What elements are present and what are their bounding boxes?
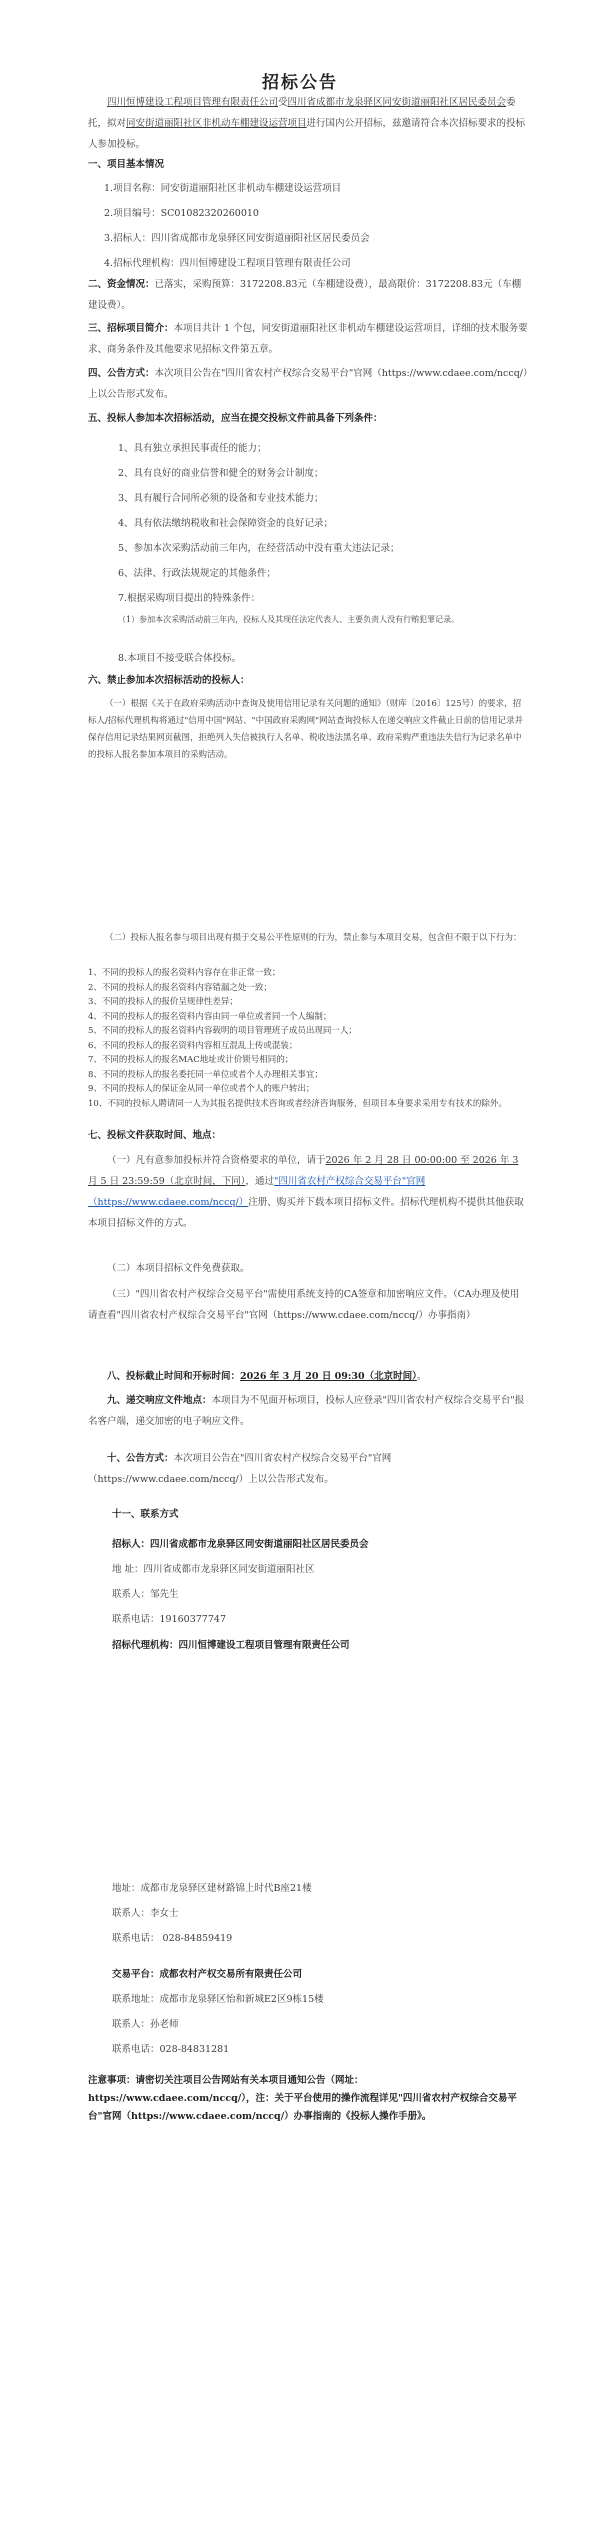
s5-heading: 五、投标人参加本次招标活动，应当在提交投标文件前具备下列条件： <box>88 413 383 424</box>
s6-item: 3、不同的投标人的报价呈规律性差异； <box>88 997 238 1007</box>
agent-label: 招标代理机构： <box>112 1640 179 1651</box>
s7-p2: （二）本项目招标文件免费获取。 <box>107 1263 250 1274</box>
s7-p3: （三）"四川省农村产权综合交易平台"需使用系统支持的CA签章和加密响应文件。（CA办理及使用请查看"四川省农村产权综合交易平台"官网（https://www.cdaee.com/nccq/）办事指南） <box>88 1289 520 1321</box>
intro-text: 进行国内公开招标，兹邀请符合本次招标要求的投标人参加投标。 <box>88 118 526 150</box>
s2-label: 二、资金情况： <box>88 279 155 290</box>
intro-paragraph <box>88 92 528 155</box>
s5-item: 3、具有履行合同所必须的设备和专业技术能力； <box>118 493 324 504</box>
s5-item: 5、参加本次采购活动前三年内，在经营活动中没有重大违法记录； <box>118 543 400 554</box>
s6-item: 10、不同的投标人聘请同一人为其报名提供技术咨询或者经济咨询服务，但项目本身要求采用专有技术的除外。 <box>88 1098 507 1109</box>
agent-contact: 联系人：李女士 <box>112 1908 179 1919</box>
s8-date: 2026 年 3 月 20 日 09:30（北京时间） <box>240 1371 417 1382</box>
platform-label: 交易平台： <box>112 1969 160 1980</box>
intro-text: 受 <box>278 97 288 108</box>
s10-paragraph <box>88 1448 528 1490</box>
s1-item: 3.招标人：四川省成都市龙泉驿区同安街道丽阳社区居民委员会 <box>104 233 370 244</box>
platform-link[interactable]: "四川省农村产权综合交易平台"官网（https://www.cdaee.com/nccq/） <box>88 1176 426 1208</box>
platform-address: 联系地址：成都市龙泉驿区怡和新城E2区9栋15楼 <box>112 1994 324 2005</box>
tenderer-label: 招标人： <box>112 1539 151 1550</box>
s6-item: 1、不同的投标人的报名资料内容存在非正常一致； <box>88 968 281 978</box>
s8-end: 。 <box>416 1371 427 1382</box>
s7-p1 <box>88 1150 528 1234</box>
s6-item: 8、不同的投标人的报名委托同一单位或者个人办理相关事宜； <box>88 1069 323 1080</box>
agent-phone: 联系电话： 028-84859419 <box>112 1933 233 1944</box>
s7-heading: 七、投标文件获取时间、地点： <box>88 1130 222 1141</box>
s4-label: 四、公告方式： <box>88 368 155 379</box>
s5-item8: 8.本项目不接受联合体投标。 <box>118 653 242 664</box>
platform-block <box>112 1962 528 2062</box>
s8-label: 八、投标截止时间和开标时间： <box>107 1371 241 1382</box>
s5-item: 6、法律、行政法规规定的其他条件； <box>118 568 277 579</box>
s5-note: （1）参加本次采购活动前三年内，投标人及其现任法定代表人、主要负责人没有行贿犯罪记录。 <box>118 615 460 624</box>
agent-details <box>112 1876 528 1951</box>
s5-item: 2、具有良好的商业信誉和健全的财务会计制度； <box>118 468 324 479</box>
intro-text: 委托，拟对 <box>88 97 516 129</box>
s6-item: 9、不同的投标人的保证金从同一单位或者个人的账户转出； <box>88 1084 315 1094</box>
s7-p1-text: 注册、购买并下载本项目招标文件。招标代理机构不提供其他获取本项目招标文件的方式。 <box>88 1197 524 1229</box>
s8-paragraph <box>88 1366 528 1387</box>
s7-p1-text: ，通过 <box>245 1176 275 1187</box>
agent-address: 地址：成都市龙泉驿区建材路锦上时代B座21楼 <box>112 1883 312 1894</box>
s10-label: 十、公告方式： <box>107 1453 174 1464</box>
s4-paragraph <box>88 363 528 405</box>
s3-label: 三、招标项目简介： <box>88 323 174 334</box>
s3-paragraph <box>88 318 528 360</box>
s4-text: 本次项目公告在"四川省农村产权综合交易平台"官网（https://www.cdaee.com/nccq/）上以公告形式发布。 <box>88 368 528 400</box>
s2-paragraph <box>88 274 528 316</box>
platform-name: 成都农村产权交易所有限责任公司 <box>159 1969 303 1980</box>
page-title: 招标公告 <box>262 73 338 93</box>
agent-name: 四川恒博建设工程项目管理有限责任公司 <box>178 1640 350 1651</box>
s11-heading: 十一、联系方式 <box>112 1509 179 1520</box>
s9-label: 九、递交响应文件地点： <box>107 1395 212 1406</box>
notice-label: 注意事项： <box>88 2075 136 2086</box>
s6-heading: 六、禁止参加本次招标活动的投标人： <box>88 675 250 686</box>
s5-item: 4、具有依法缴纳税收和社会保障资金的良好记录； <box>118 518 334 529</box>
s10-text: 本次项目公告在"四川省农村产权综合交易平台"官网（https://www.cdaee.com/nccq/）上以公告形式发布。 <box>88 1453 392 1485</box>
s6-item: 7、不同的投标人的报名MAC地址或计价锁号相同的； <box>88 1055 294 1065</box>
platform-phone: 联系电话：028-84831281 <box>112 2044 230 2055</box>
s7-p1-text: （一）凡有意参加投标并符合资格要求的单位，请于 <box>107 1155 326 1166</box>
s5-item: 7.根据采购项目提出的特殊条件： <box>118 593 261 604</box>
s1-item: 2.项目编号：SC01082320260010 <box>104 208 259 219</box>
intro-project: 同安街道丽阳社区非机动车棚建设运营项目 <box>126 118 307 129</box>
s1-item: 1.项目名称：同安街道丽阳社区非机动车棚建设运营项目 <box>104 183 342 194</box>
s6-item: 6、不同的投标人的报名资料内容相互混乱上传或混装； <box>88 1040 298 1051</box>
s5-item: 1、具有独立承担民事责任的能力； <box>118 443 267 454</box>
s7-date-range: 2026 年 2 月 28 日 00:00:00 至 2026 年 3 月 5 日 23:59:59（北京时间，下同） <box>88 1155 519 1187</box>
s3-text: 本项目共计 1 个包，同安街道丽阳社区非机动车棚建设运营项目，详细的技术服务要求、商务条件及其他要求见招标文件第五章。 <box>88 323 528 355</box>
s6-item: 4、不同的投标人的报名资料内容由同一单位或者同一个人编制； <box>88 1011 332 1022</box>
s9-text: 本项目为不见面开标项目，投标人应登录"四川省农村产权综合交易平台"报名客户端，递交加密的电子响应文件。 <box>88 1395 525 1427</box>
notice-text: 请密切关注项目公告网站有关本项目通知公告（网址：https://www.cdaee.com/nccq/），注：关于平台使用的操作流程详见"四川省农村产权综合交易平台"官网（https://www.cdaee.com/nccq/）办事指南的《投标人操作手册》。 <box>88 2075 517 2122</box>
s6-p2: （二）投标人报名参与项目出现有损于交易公平性原则的行为，禁止参与本项目交易，包含但不限于以下行为： <box>105 933 522 943</box>
s6-list <box>88 966 528 1111</box>
tenderer-contact: 联系人：邹先生 <box>112 1589 179 1600</box>
tenderer-name: 四川省成都市龙泉驿区同安街道丽阳社区居民委员会 <box>150 1539 369 1550</box>
s1-heading: 一、项目基本情况 <box>88 159 165 170</box>
s9-paragraph <box>88 1390 528 1432</box>
s2-text: 已落实，采购预算：3172208.83元（车棚建设费），最高限价：3172208.83元（车棚建设费）。 <box>88 279 522 311</box>
tenderer-phone: 联系电话：19160377747 <box>112 1614 226 1625</box>
agent-line <box>112 1635 528 1656</box>
s1-item: 4.招标代理机构：四川恒博建设工程项目管理有限责任公司 <box>104 258 351 269</box>
s5-list <box>118 436 528 611</box>
tenderer-block <box>112 1532 528 1632</box>
platform-contact: 联系人：孙老师 <box>112 2019 179 2030</box>
intro-tenderer: 四川省成都市龙泉驿区同安街道丽阳社区居民委员会 <box>287 97 507 108</box>
s1-list <box>104 176 528 276</box>
s6-item: 2、不同的投标人的报名资料内容错漏之处一致； <box>88 982 272 993</box>
s6-p1: （一）根据《关于在政府采购活动中查询及使用信用记录有关问题的通知》（财库〔2016〕125号）的要求，招标人/招标代理机构将通过"信用中国"网站、"中国政府采购网"网站查询投标人在递交响应文件截止日前的信用记录并保存信用记录结果网页截图，拒绝列入失信被执行人名单、税收违法黑名单、政府采购严重违法失信行为记录名单中的投标人报名参加本项目的采购活动。 <box>88 699 524 760</box>
s6-item: 5、不同的投标人的报名资料内容载明的项目管理班子成员出现同一人； <box>88 1026 357 1036</box>
tenderer-address: 地 址：四川省成都市龙泉驿区同安街道丽阳社区 <box>112 1564 315 1575</box>
intro-agent: 四川恒博建设工程项目管理有限责任公司 <box>107 97 279 108</box>
notice-paragraph <box>88 2072 528 2126</box>
